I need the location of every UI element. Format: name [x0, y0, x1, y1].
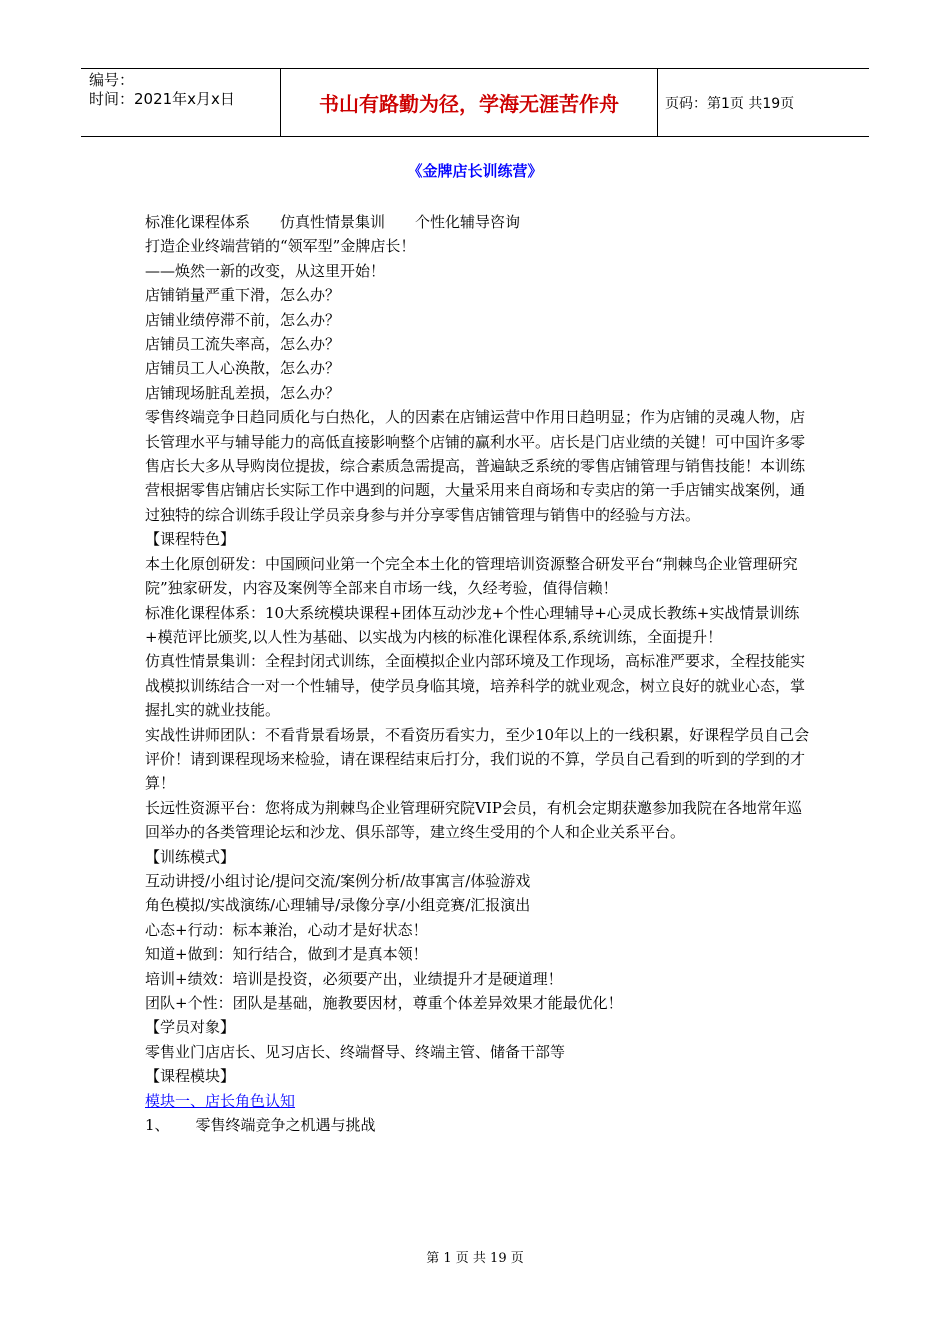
paragraph: 仿真性情景集训：全程封闭式训练，全面模拟企业内部环境及工作现场，高标准严要求，全程技能实战模拟训练结合一对一个性辅导，使学员身临其境，培养科学的就业观念，树立良好的就业心态，掌握扎实的就业技能。 — [145, 652, 806, 720]
paragraph: 培训+绩效：培训是投资，必须要产出，业绩提升才是硬道理！ — [145, 969, 563, 988]
header-info — [89, 71, 274, 109]
paragraph: 零售终端竞争日趋同质化与白热化，人的因素在店铺运营中作用日趋明显；作为店铺的灵魂人物，店长管理水平与辅导能力的高低直接影响整个店铺的赢利水平。店长是门店业绩的关键！可中国许多零售店长大多从导购岗位提拔，综合素质急需提高，普遍缺乏系统的零售店铺管理与销售技能！本训练营根据零售店铺店长实际工作中遇到的问题，大量采用来自商场和专卖店的第一手店铺实战案例，通过独特的综合训练手段让学员亲身参与并分享零售店铺管理与销售中的经验与方法。 — [145, 408, 806, 524]
numbered-item — [145, 1113, 810, 1137]
paragraph: 长远性资源平台：您将成为荆棘鸟企业管理研究院VIP会员，有机会定期获邀参加我院在各地常年巡回举办的各类管理论坛和沙龙、俱乐部等，建立终生受用的个人和企业关系平台。 — [145, 798, 802, 842]
section-heading: 【课程特色】 — [145, 530, 236, 549]
paragraph: 店铺现场脏乱差损，怎么办？ — [145, 383, 341, 402]
paragraph: 标准化课程体系 仿真性情景集训 个性化辅导咨询 — [145, 213, 521, 231]
item-text: 零售终端竞争之机遇与挑战 — [195, 1116, 376, 1135]
page-header — [81, 68, 869, 137]
paragraph: 实战性讲师团队：不看背景看场景，不看资历看实力，至少10年以上的一线积累，好课程学员自己会评价！请到课程现场来检验，请在课程结束后打分，我们说的不算，学员自己看到的听到的学到的才算！ — [145, 725, 810, 793]
paragraph: 知道+做到：知行结合，做到才是真本领！ — [145, 945, 428, 964]
paragraph: 标准化课程体系：10大系统模块课程+团体互动沙龙+个性心理辅导+心灵成长教练+实战情景训练+模范评比颁奖,以人性为基础、以实战为内核的标准化课程体系,系统训练，全面提升！ — [145, 603, 800, 646]
paragraph: ——焕然一新的改变，从这里开始！ — [145, 261, 386, 280]
paragraph: 互动讲授/小组讨论/提问交流/案例分析/故事寓言/体验游戏 — [145, 871, 531, 890]
module-link[interactable]: 模块一、店长角色认知 — [145, 1091, 296, 1110]
paragraph: 角色模拟/实战演练/心理辅导/录像分享/小组竞赛/汇报演出 — [145, 896, 531, 915]
paragraph: 店铺业绩停滞不前，怎么办？ — [145, 310, 341, 329]
paragraph: 团队+个性：团队是基础，施教要因材，尊重个体差异效果才能最优化！ — [145, 994, 623, 1012]
item-number: 1、 — [145, 1116, 170, 1135]
section-heading: 【学员对象】 — [145, 1018, 236, 1037]
header-page-label: 页码：第1页 共19页 — [665, 95, 795, 112]
section-heading: 【课程模块】 — [145, 1067, 236, 1086]
document-title: 《金牌店长训练营》 — [407, 162, 543, 180]
header-date-label: 时间：2021年x月x日 — [89, 90, 235, 108]
paragraph: 心态+行动：标本兼治，心动才是好状态！ — [145, 920, 428, 939]
page-footer: 第 1 页 共 19 页 — [426, 1251, 524, 1266]
paragraph: 店铺销量严重下滑，怎么办？ — [145, 286, 341, 305]
paragraph: 打造企业终端营销的“领军型”金牌店长！ — [145, 237, 416, 256]
paragraph: 店铺员工流失率高，怎么办？ — [145, 335, 341, 354]
document-body — [145, 210, 810, 1137]
paragraph: 零售业门店店长、见习店长、终端督导、终端主管、储备干部等 — [145, 1042, 566, 1061]
paragraph: 店铺员工人心涣散，怎么办？ — [145, 359, 341, 378]
section-heading: 【训练模式】 — [145, 847, 236, 866]
header-motto: 书山有路勤为径，学海无涯苦作舟 — [319, 92, 619, 116]
header-number-label: 编号： — [89, 71, 135, 89]
paragraph: 本土化原创研发：中国顾问业第一个完全本土化的管理培训资源整合研发平台“荆棘鸟企业管理研究院”独家研发，内容及案例等全部来自市场一线，久经考验，值得信赖！ — [145, 554, 798, 598]
header-divider — [657, 69, 658, 136]
